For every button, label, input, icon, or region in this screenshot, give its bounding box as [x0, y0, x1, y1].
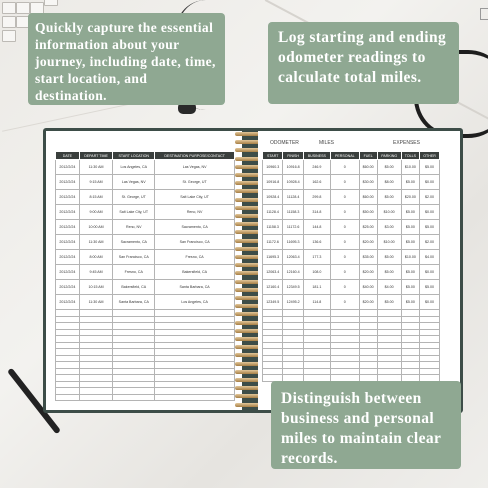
table-cell: 10:00 AM — [79, 220, 112, 235]
table-row — [56, 265, 235, 280]
table-cell: 2012/2/24 — [56, 295, 80, 310]
table-cell — [56, 394, 80, 401]
table-cell: $5.00 — [377, 160, 401, 175]
odometer-header: ODOMETER — [270, 140, 299, 146]
table-cell: 299.8 — [303, 190, 330, 205]
table-cell: 0 — [330, 205, 359, 220]
table-cell: 9:00 AM — [79, 205, 112, 220]
table-cell: 0 — [330, 250, 359, 265]
trip-details-table — [55, 151, 235, 401]
blank-row — [56, 394, 235, 401]
table-cell: $10.00 — [377, 205, 401, 220]
table-cell: 2012/2/24 — [56, 235, 80, 250]
table-cell: 10928.4 — [263, 190, 283, 205]
table-cell: $5.00 — [401, 295, 419, 310]
table-cell: Santa Barbara, CA — [155, 280, 235, 295]
table-cell: $35.00 — [359, 250, 377, 265]
right-page — [258, 131, 460, 410]
column-header: FINISH — [283, 152, 303, 160]
table-row — [56, 235, 235, 250]
table-row — [263, 190, 440, 205]
table-cell: 12063.4 — [263, 265, 283, 280]
callout-distinguish: Distinguish between business and personal miles to maintain clear records. — [271, 381, 461, 469]
column-header: BUSINESS — [303, 152, 330, 160]
table-cell: 11695.3 — [263, 250, 283, 265]
table-row — [263, 265, 440, 280]
table-row — [56, 280, 235, 295]
table-cell: 2012/2/24 — [56, 175, 80, 190]
table-cell: Las Vegas, NV — [113, 175, 155, 190]
table-cell: $25.00 — [359, 220, 377, 235]
table-row — [263, 250, 440, 265]
table-cell: 8:15 AM — [79, 190, 112, 205]
table-cell: $10.00 — [377, 235, 401, 250]
table-cell: $0.00 — [420, 175, 440, 190]
table-cell: $3.00 — [377, 220, 401, 235]
table-cell: $5.00 — [377, 190, 401, 205]
table-cell: Bakersfield, CA — [155, 265, 235, 280]
table-cell: $50.00 — [359, 205, 377, 220]
table-cell: 314.8 — [303, 205, 330, 220]
table-cell: $5.00 — [377, 295, 401, 310]
mileage-log-notebook — [43, 128, 463, 413]
table-row — [263, 175, 440, 190]
table-row — [56, 220, 235, 235]
table-cell: 11172.6 — [263, 235, 283, 250]
table-row — [56, 160, 235, 175]
left-page — [46, 131, 242, 410]
table-cell: 11158.3 — [283, 205, 303, 220]
table-cell: 12160.4 — [263, 280, 283, 295]
table-row — [56, 295, 235, 310]
table-cell: 136.6 — [303, 235, 330, 250]
table-cell: 11172.6 — [283, 220, 303, 235]
table-cell: $5.00 — [401, 265, 419, 280]
column-header: DATE — [56, 152, 80, 160]
table-cell: $5.00 — [401, 220, 419, 235]
table-cell: $20.00 — [359, 235, 377, 250]
table-cell: 12349.5 — [263, 295, 283, 310]
table-cell: $10.00 — [401, 250, 419, 265]
table-cell: 2012/2/24 — [56, 205, 80, 220]
table-cell: Santa Barbara, CA — [113, 295, 155, 310]
table-row — [263, 205, 440, 220]
corner-decor — [480, 8, 488, 20]
table-row — [56, 175, 235, 190]
table-cell: 10:15 AM — [79, 280, 112, 295]
column-header: PARKING — [377, 152, 401, 160]
table-cell: $20.00 — [359, 295, 377, 310]
table-cell: 8:00 AM — [79, 250, 112, 265]
table-cell: Sacramento, CA — [155, 220, 235, 235]
table-row — [263, 280, 440, 295]
table-cell: $0.00 — [420, 265, 440, 280]
column-header: START — [263, 152, 283, 160]
table-cell: 9:45 AM — [79, 265, 112, 280]
callout-capture: Quickly capture the essential information about your journey, including date, time, start location, and destination. — [28, 13, 225, 105]
table-cell: 0 — [330, 235, 359, 250]
table-cell: $0.00 — [420, 295, 440, 310]
table-cell: 177.3 — [303, 250, 330, 265]
table-cell: $5.00 — [401, 280, 419, 295]
table-cell: 2012/2/24 — [56, 190, 80, 205]
table-cell: 162.6 — [303, 175, 330, 190]
table-cell: Salt Lake City, UT — [155, 190, 235, 205]
table-cell: 10916.8 — [283, 160, 303, 175]
table-cell: 108.0 — [303, 265, 330, 280]
table-cell: 12160.4 — [283, 265, 303, 280]
table-cell: $5.00 — [401, 175, 419, 190]
table-cell: Salt Lake City, UT — [113, 205, 155, 220]
table-cell: $2.00 — [420, 235, 440, 250]
table-cell: $5.00 — [420, 160, 440, 175]
table-cell: 10928.4 — [283, 175, 303, 190]
table-row — [263, 160, 440, 175]
table-cell: $40.00 — [359, 280, 377, 295]
table-cell: 9:15 AM — [79, 175, 112, 190]
table-cell: St. George, UT — [113, 190, 155, 205]
column-header: START LOCATION — [113, 152, 155, 160]
table-cell: 0 — [330, 175, 359, 190]
miles-header: MILES — [319, 140, 335, 146]
table-cell: $5.00 — [420, 280, 440, 295]
table-row — [263, 235, 440, 250]
table-cell: 114.8 — [303, 295, 330, 310]
table-cell: $10.00 — [401, 160, 419, 175]
table-cell: $5.00 — [401, 205, 419, 220]
table-cell: 0 — [330, 190, 359, 205]
table-cell: 10960.3 — [263, 160, 283, 175]
column-header: TOLLS — [401, 152, 419, 160]
table-row — [56, 205, 235, 220]
table-cell: 12349.5 — [283, 280, 303, 295]
column-header: OTHER — [420, 152, 440, 160]
table-cell: $0.00 — [420, 205, 440, 220]
table-cell: 12495.2 — [283, 295, 303, 310]
table-cell: Los Angeles, CA — [155, 295, 235, 310]
table-cell: 2012/2/24 — [56, 160, 80, 175]
table-cell: Las Vegas, NV — [155, 160, 235, 175]
table-cell: San Francisco, CA — [155, 235, 235, 250]
table-cell: Los Angeles, CA — [113, 160, 155, 175]
column-header: PERSONAL — [330, 152, 359, 160]
table-cell: 2012/2/24 — [56, 280, 80, 295]
table-cell: $5.00 — [401, 235, 419, 250]
expenses-header: EXPENSES — [393, 140, 420, 146]
table-cell: St. George, UT — [155, 175, 235, 190]
table-cell: 11:30 AM — [79, 160, 112, 175]
table-cell: 0 — [330, 280, 359, 295]
table-row — [263, 220, 440, 235]
table-cell: 181.1 — [303, 280, 330, 295]
table-cell: $60.00 — [359, 190, 377, 205]
table-cell — [113, 394, 155, 401]
table-cell: $20.00 — [401, 190, 419, 205]
table-cell: Fresno, CA — [155, 250, 235, 265]
table-cell: 11158.3 — [263, 220, 283, 235]
table-cell: $5.00 — [420, 220, 440, 235]
table-cell: 11695.3 — [283, 235, 303, 250]
table-cell: 12063.4 — [283, 250, 303, 265]
table-row — [263, 295, 440, 310]
table-cell: 0 — [330, 265, 359, 280]
table-cell: 2012/2/24 — [56, 250, 80, 265]
table-cell: 0 — [330, 220, 359, 235]
table-cell: 2012/2/24 — [56, 265, 80, 280]
column-header: DEPART TIME — [79, 152, 112, 160]
table-cell: Reno, NV — [155, 205, 235, 220]
column-header: DESTINATION PURPOSE/CONTACT — [155, 152, 235, 160]
table-cell: 11128.4 — [263, 205, 283, 220]
table-cell: 11128.4 — [283, 190, 303, 205]
table-row — [56, 190, 235, 205]
table-cell: 10916.8 — [263, 175, 283, 190]
table-cell: San Francisco, CA — [113, 250, 155, 265]
table-cell: Reno, NV — [113, 220, 155, 235]
table-cell: 2012/2/24 — [56, 220, 80, 235]
table-cell: Fresno, CA — [113, 265, 155, 280]
table-cell: 246.9 — [303, 160, 330, 175]
table-cell: $5.00 — [377, 250, 401, 265]
mileage-expense-table — [262, 151, 440, 382]
table-cell: 0 — [330, 160, 359, 175]
table-cell — [79, 394, 112, 401]
table-cell: $20.00 — [359, 265, 377, 280]
callout-odometer: Log starting and ending odometer readings to calculate total miles. — [268, 22, 459, 104]
table-row — [56, 250, 235, 265]
table-cell: 11:30 AM — [79, 235, 112, 250]
table-cell: 11:30 AM — [79, 295, 112, 310]
table-cell: $4.00 — [377, 280, 401, 295]
table-cell — [155, 394, 235, 401]
table-cell: $2.00 — [420, 190, 440, 205]
table-cell: Bakersfield, CA — [113, 280, 155, 295]
table-cell: $30.00 — [359, 175, 377, 190]
table-cell: $60.00 — [359, 160, 377, 175]
table-cell: Sacramento, CA — [113, 235, 155, 250]
table-cell: $5.00 — [377, 265, 401, 280]
table-cell: 144.8 — [303, 220, 330, 235]
table-cell: 0 — [330, 295, 359, 310]
table-cell: $8.00 — [377, 175, 401, 190]
column-header: FUEL — [359, 152, 377, 160]
table-cell: $4.00 — [420, 250, 440, 265]
